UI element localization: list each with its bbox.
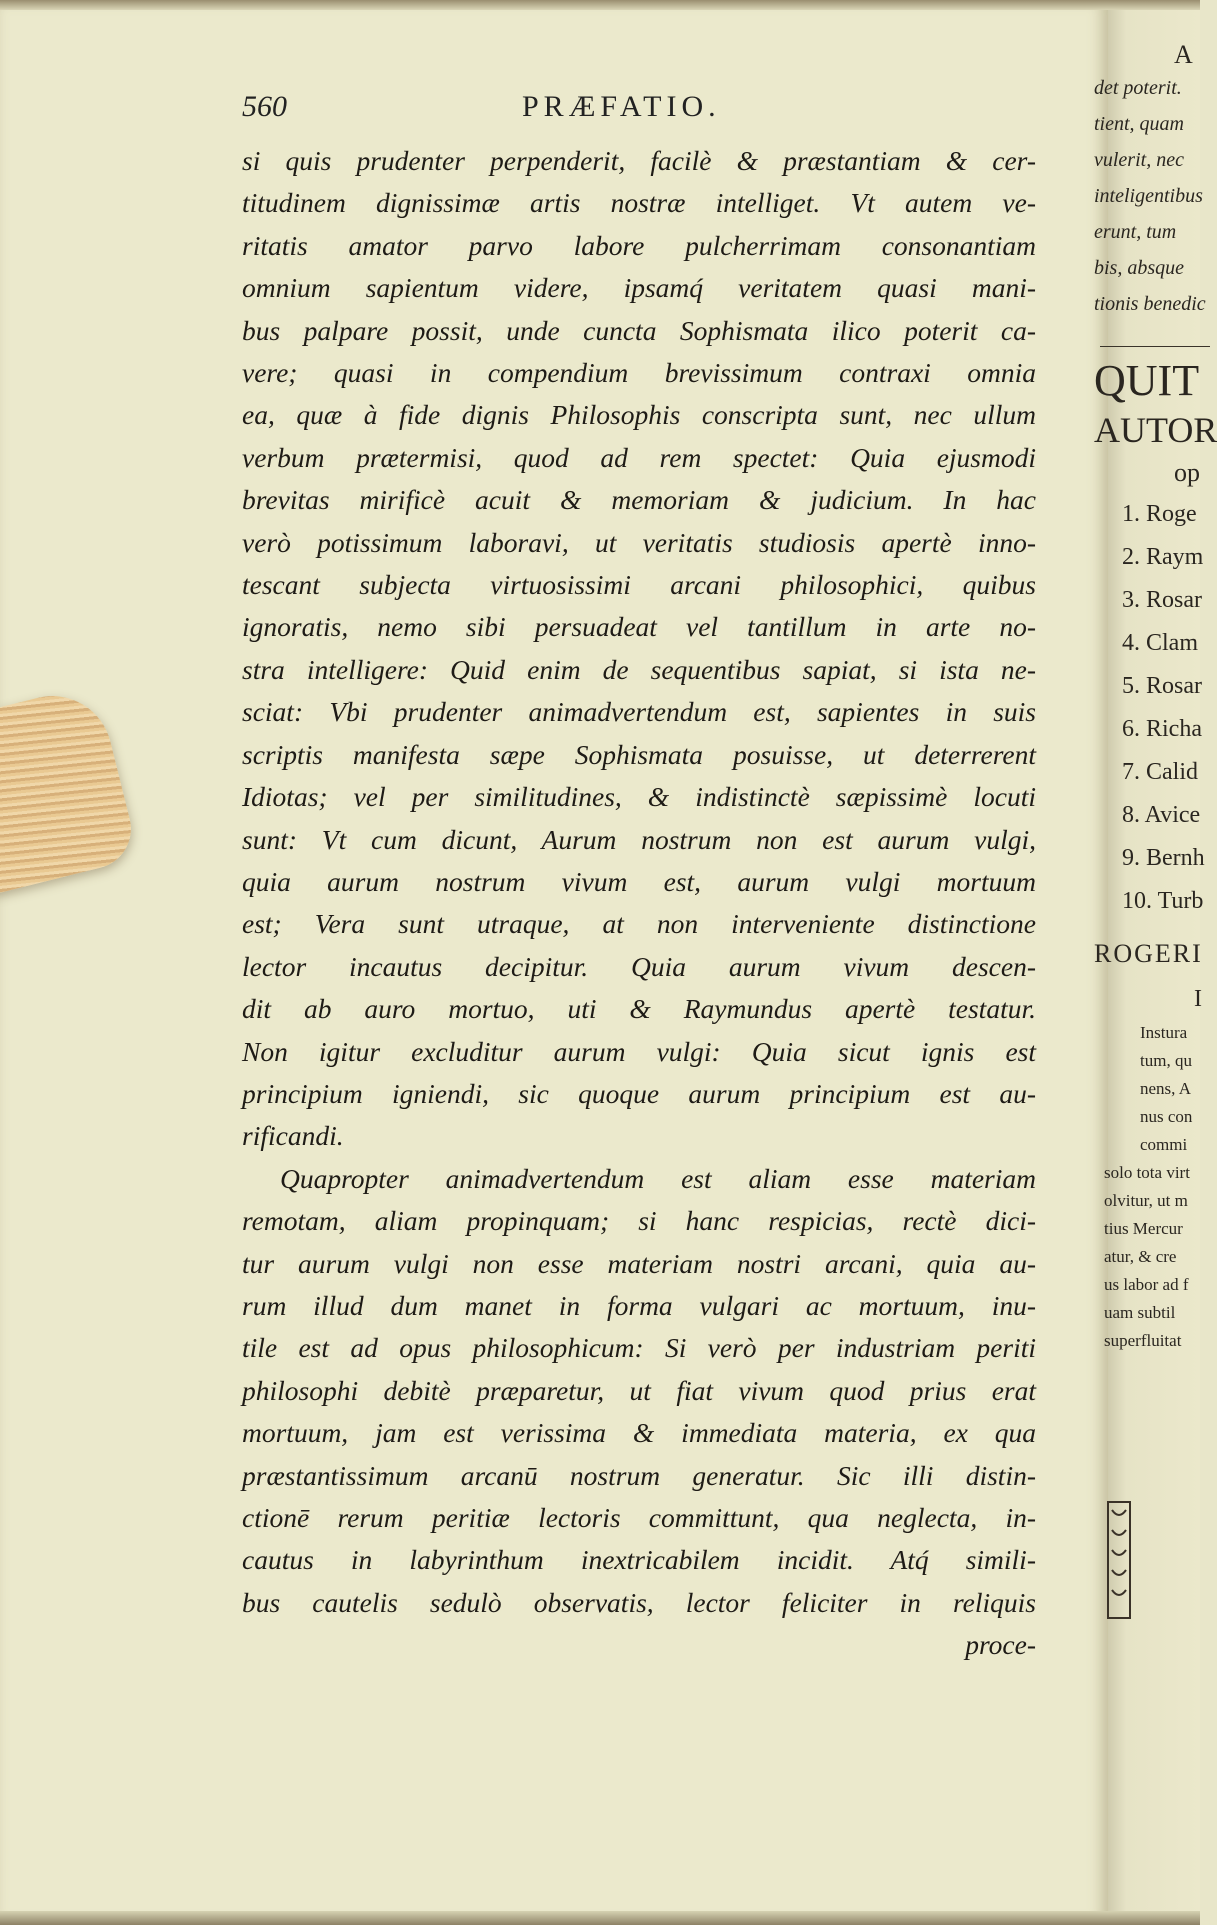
text-line: ritatis amator parvo labore pulcherrimam consonantiam <box>242 229 1036 261</box>
neighbor-line: atur, & cre <box>1104 1247 1177 1266</box>
neighbor-list-item: 6. Richa <box>1122 716 1202 742</box>
text-line: sunt: Vt cum dicunt, Aurum nostrum non est aurum vulgi, <box>242 823 1036 855</box>
neighbor-heading: A <box>1174 40 1193 69</box>
neighbor-list-item: 7. Calid <box>1122 759 1198 785</box>
page-header <box>242 90 1042 130</box>
neighbor-line: nus con <box>1140 1107 1193 1126</box>
text-line: cautus in labyrinthum inextricabilem incidit. Atq́ simili- <box>242 1544 1036 1576</box>
text-line: Idiotas; vel per similitudines, & indistinctè sæpissimè locuti <box>242 781 1036 813</box>
neighbor-line: nens, A <box>1140 1079 1191 1098</box>
neighbor-line: Instura <box>1140 1023 1188 1042</box>
top-shadow <box>0 0 1200 10</box>
text-line: stra intelligere: Quid enim de sequentibus sapiat, si ista ne- <box>242 653 1036 685</box>
text-line: verbum prætermisi, quod ad rem spectet: Quia ejusmodi <box>242 441 1036 473</box>
neighbor-line: superfluitat <box>1104 1331 1182 1350</box>
text-line: tescant subjecta virtuosissimi arcani philosophici, quibus <box>242 569 1036 601</box>
neighbor-line: tius Mercur <box>1104 1219 1183 1238</box>
text-line: titudinem dignissimæ artis nostræ intelliget. Vt autem ve- <box>242 187 1036 219</box>
neighbor-line: inteligentibus <box>1094 185 1203 207</box>
text-line: tur aurum vulgi non esse materiam nostri arcani, quia au- <box>242 1247 1036 1279</box>
text-line: philosophi debitè præparetur, ut fiat vivum quod prius erat <box>242 1374 1036 1406</box>
running-title: PRÆFATIO. <box>522 90 721 123</box>
neighbor-line: commi <box>1140 1135 1188 1154</box>
neighbor-page <box>1094 40 1217 1355</box>
neighbor-list-item: 2. Raym <box>1122 544 1204 570</box>
text-line: rum illud dum manet in forma vulgari ac mortuum, inu- <box>242 1289 1036 1321</box>
text-line: ea, quæ à fide dignis Philosophis conscripta sunt, nec ullum <box>242 399 1036 431</box>
neighbor-line: us labor ad f <box>1104 1275 1189 1294</box>
neighbor-line: tient, quam <box>1094 113 1184 135</box>
neighbor-letter: I <box>1194 986 1202 1012</box>
text-line: verò potissimum laboravi, ut veritatis studiosis apertè inno- <box>242 526 1036 558</box>
neighbor-line: bis, absque <box>1094 257 1184 279</box>
text-line: omnium sapientum videre, ipsamq́ veritatem quasi mani- <box>242 272 1036 304</box>
text-line: Quapropter animadvertendum est aliam esse materiam <box>280 1162 1036 1194</box>
text-line: dit ab auro mortuo, uti & Raymundus apertè testatur. <box>242 993 1036 1025</box>
neighbor-subtitle: AUTOR <box>1094 410 1217 450</box>
text-line: ignoratis, nemo sibi persuadeat vel tantillum in arte no- <box>242 611 1036 643</box>
text-line: sciat: Vbi prudenter animadvertendum est, sapientes in suis <box>242 696 1036 728</box>
neighbor-line: erunt, tum <box>1094 221 1177 243</box>
page-number: 560 <box>242 90 287 123</box>
bottom-shadow <box>0 1911 1200 1925</box>
text-line: bus palpare possit, unde cuncta Sophismata ilico poterit ca- <box>242 314 1036 346</box>
neighbor-list-item: 3. Rosar <box>1122 587 1202 613</box>
text-line: brevitas mirificè acuit & memoriam & judicium. In hac <box>242 484 1036 516</box>
neighbor-line: solo tota virt <box>1104 1163 1190 1182</box>
neighbor-list-item: 8. Avice <box>1122 802 1201 828</box>
text-line: tile est ad opus philosophicum: Si verò per industriam periti <box>242 1332 1036 1364</box>
text-line: si quis prudenter perpenderit, facilè & præstantiam & cer- <box>242 145 1036 176</box>
body-text <box>242 140 1036 1667</box>
neighbor-list-item: 5. Rosar <box>1122 673 1202 699</box>
neighbor-title: QUIT <box>1094 356 1200 405</box>
neighbor-rule <box>1100 346 1210 347</box>
neighbor-line: tum, qu <box>1140 1051 1192 1070</box>
text-line: principium igniendi, sic quoque aurum principium est au- <box>242 1077 1036 1109</box>
neighbor-section: ROGERI <box>1094 939 1203 968</box>
neighbor-list-item: 1. Roge <box>1122 501 1197 527</box>
neighbor-list-item: 4. Clam <box>1122 630 1198 656</box>
text-line: est; Vera sunt utraque, at non interveniente distinctione <box>242 908 1036 940</box>
text-line: vere; quasi in compendium brevissimum contraxi omnia <box>242 357 1036 389</box>
neighbor-line: tionis benedic <box>1094 293 1206 315</box>
catchword: proce- <box>965 1629 1036 1661</box>
neighbor-list-item: 10. Turb <box>1122 888 1204 914</box>
text-line: præstantissimum arcanū nostrum generatur. Sic illi distin- <box>242 1459 1036 1491</box>
text-line: bus cautelis sedulò observatis, lector feliciter in reliquis <box>242 1586 1036 1618</box>
text-line: rificandi. <box>242 1120 344 1152</box>
text-line: lector incautus decipitur. Quia aurum vivum descen- <box>242 950 1036 982</box>
text-line: Non igitur excluditur aurum vulgi: Quia sicut ignis est <box>242 1035 1036 1067</box>
neighbor-line: det poterit. <box>1094 77 1182 99</box>
text-line: remotam, aliam propinquam; si hanc respicias, rectè dici- <box>242 1205 1036 1237</box>
text-line: mortuum, jam est verissima & immediata materia, ex qua <box>242 1417 1036 1449</box>
neighbor-list-item: 9. Bernh <box>1122 845 1205 871</box>
neighbor-line: uam subtil <box>1104 1303 1176 1322</box>
text-line: quia aurum nostrum vivum est, aurum vulgi mortuum <box>242 865 1036 897</box>
neighbor-line: vulerit, nec <box>1094 149 1184 171</box>
text-line: scriptis manifesta sæpe Sophismata posuisse, ut deterrerent <box>242 738 1036 770</box>
text-line: ctionē rerum peritiæ lectoris committunt, qua neglecta, in- <box>242 1502 1036 1533</box>
ornament-border-icon <box>1104 1500 1134 1620</box>
neighbor-sub: op <box>1174 458 1200 487</box>
neighbor-line: olvitur, ut m <box>1104 1191 1188 1210</box>
